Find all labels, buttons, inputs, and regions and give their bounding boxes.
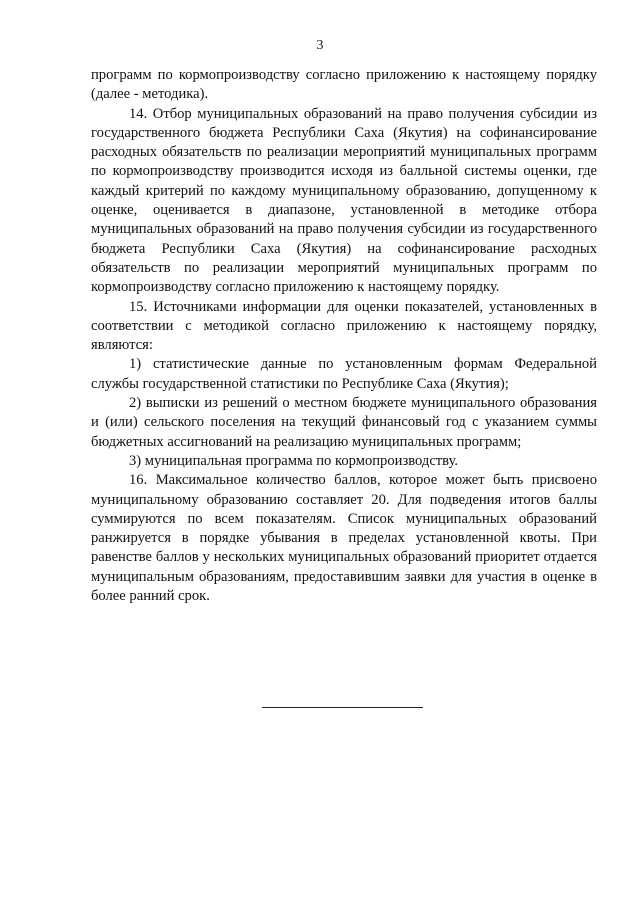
list-item-3: 3) муниципальная программа по кормопроизводству. bbox=[129, 452, 459, 469]
closing-divider-line bbox=[262, 707, 423, 708]
document-body bbox=[91, 66, 597, 606]
paragraph-14: 14. Отбор муниципальных образований на право получения субсидии из государственного бюджета Республики Саха (Якутия) на софинансирование расходных обязательств по реализации мероприятий муниципальных программ по кормопроизводству производится исходя из балльной системы оценки, где каждый критерий по каждому муниципальному образованию, допущенному к оценке, оценивается в диапазоне, установленной в методике отбора муниципальных образований на право получения субсидии из государственного бюджета Республики Саха (Якутия) на софинансирование расходных обязательств по реализации мероприятий муниципальных программ по кормопроизводству согласно приложению к настоящему порядку. bbox=[91, 105, 597, 296]
list-item-1: 1) статистические данные по установленным формам Федеральной службы государственной статистики по Республике Саха (Якутия); bbox=[91, 356, 597, 392]
paragraph-16: 16. Максимальное количество баллов, которое может быть присвоено муниципальному образованию составляет 20. Для подведения итогов баллы суммируются по всем показателям. Список муниципальных образований ранжируется в порядке убывания в пределах установленной квоты. При равенстве баллов у нескольких муниципальных образований приоритет отдается муниципальным образованиям, предоставившим заявки для участия в оценке в более ранний срок. bbox=[91, 472, 597, 605]
page-number: 3 bbox=[316, 38, 324, 53]
list-item-2: 2) выписки из решений о местном бюджете муниципального образования и (или) сельского поселения на текущий финансовый год с указанием суммы бюджетных ассигнований на реализацию муниципальных программ; bbox=[91, 395, 597, 450]
paragraph-15: 15. Источниками информации для оценки показателей, установленных в соответствии с методикой согласно приложению к настоящему порядку, являются: bbox=[91, 298, 597, 354]
paragraph-continuation: программ по кормопроизводству согласно приложению к настоящему порядку (далее - методика). bbox=[91, 67, 597, 103]
